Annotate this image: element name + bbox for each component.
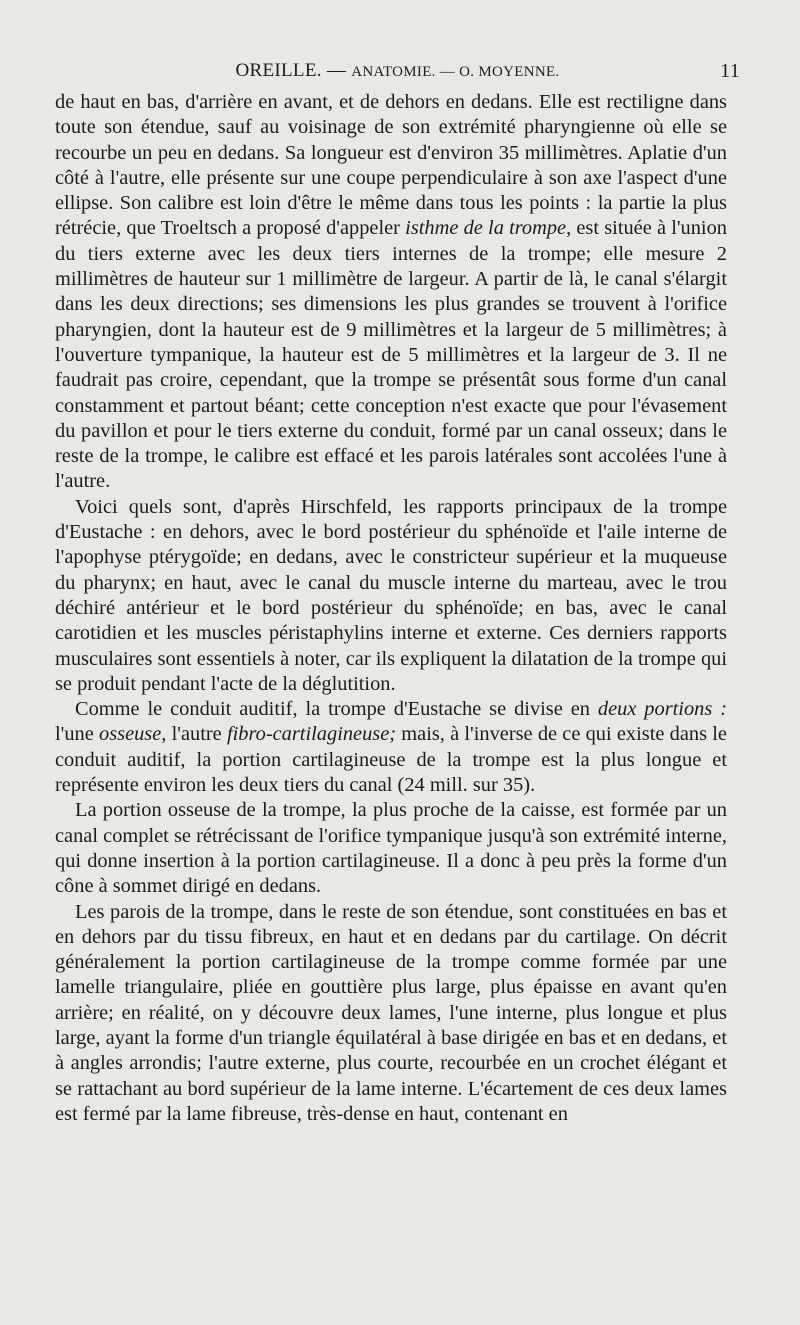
body-text [55, 90, 727, 1127]
paragraph [55, 90, 727, 495]
paragraph-text: l'une [55, 723, 99, 746]
paragraph [55, 900, 727, 1128]
paragraph-text: Comme le conduit auditif, la trompe d'Eustache se divise en [75, 698, 598, 721]
paragraph-text: mais, à l'inverse de ce qui existe dans le conduit auditif, la portion cartilagineuse de la trompe est la plus longue et représente environ les deux tiers du canal (24 mill. sur 35). [55, 723, 727, 797]
paragraph-text: , est située à l'union du tiers externe avec les deux tiers internes de la trompe; elle mesure 2 millimètres de hauteur sur 1 millimètre de largeur. A partir de là, le canal s'élargit dans les deux directions; ses dimensions les plus grandes se trouvent à l'orifice pharyngien, dont la hauteur est de 9 millimètres et la largeur de 5 millimètres; à l'ouverture tympanique, la hauteur est de 5 millimètres et la largeur de 3. Il ne faudrait pas croire, cependant, que la trompe se présentât sous forme d'un canal constamment et partout béant; cette conception n'est exacte que pour l'évasement du pavillon et pour le tiers externe du conduit, formé par un canal osseux; dans le reste de la trompe, le calibre est effacé et les parois latérales sont accolées l'une à l'autre. [55, 217, 727, 493]
paragraph-text: Voici quels sont, d'après Hirschfeld, les rapports principaux de la trompe d'Eustache : en dehors, avec le bord postérieur du sphénoïde et l'aile interne de l'apophyse ptérygoïde; en dedans, avec le constricteur supérieur et la muqueuse du pharynx; en haut, avec le canal du muscle interne du marteau, avec le trou déchiré antérieur et le bord postérieur du sphénoïde; en bas, avec le canal carotidien et les muscles péristaphylins interne et externe. Ces derniers rapports musculaires sont essentiels à noter, car ils expliquent la dilatation de la trompe qui se produit pendant l'acte de la déglutition. [55, 495, 727, 695]
page-number: 11 [720, 60, 740, 82]
paragraph-text: La portion osseuse de la trompe, la plus proche de la caisse, est formée par un canal complet se rétrécissant de l'orifice tympanique jusqu'à son extrémité interne, qui donne insertion à la portion cartilagineuse. Il a donc à peu près la forme d'un cône à sommet dirigé en dedans. [55, 799, 727, 898]
running-header [55, 60, 740, 90]
paragraph [55, 697, 727, 798]
italic-term: osseuse, [99, 723, 167, 746]
paragraph [55, 495, 727, 697]
italic-term: fibro-cartilagineuse; [226, 723, 397, 746]
running-title-sub: ANATOMIE. — O. MOYENNE. [351, 64, 560, 80]
paragraph-text: de haut en bas, d'arrière en avant, et de dehors en dedans. Elle est rectiligne dans toute son étendue, sauf au voisinage de son extrémité pharyngienne où elle se recourbe un peu en dedans. Sa longueur est d'environ 35 millimètres. Aplatie d'un côté à l'autre, elle présente sur une coupe perpendiculaire à son axe l'aspect d'une ellipse. Son calibre est loin d'être le même dans tous les points : la partie la plus rétrécie, que Troeltsch a proposé d'appeler [55, 91, 727, 240]
paragraph-text: Les parois de la trompe, dans le reste de son étendue, sont constituées en bas et en dehors par du tissu fibreux, en haut et en dedans par du cartilage. On décrit généralement la portion cartilagineuse de la trompe comme formée par une lamelle triangulaire, pliée en gouttière plus large, plus épaisse en avant qu'en arrière; en réalité, on y découvre deux lames, l'une interne, plus longue et plus large, ayant la forme d'un triangle équilatéral à base dirigée en bas et en dedans, et à angles arrondis; l'autre externe, plus courte, recourbée en un crochet élégant et se rattachant au bord supérieur de la lame interne. L'écartement de ces deux lames est fermé par la lame fibreuse, très-dense en haut, contenant en [55, 900, 727, 1125]
running-title-main: OREILLE. — [235, 60, 352, 81]
italic-term: isthme de la trompe [405, 217, 567, 240]
italic-term: deux portions : [597, 698, 728, 721]
paragraph [55, 798, 727, 899]
running-title [55, 60, 740, 82]
paragraph-text: l'autre [166, 723, 227, 746]
